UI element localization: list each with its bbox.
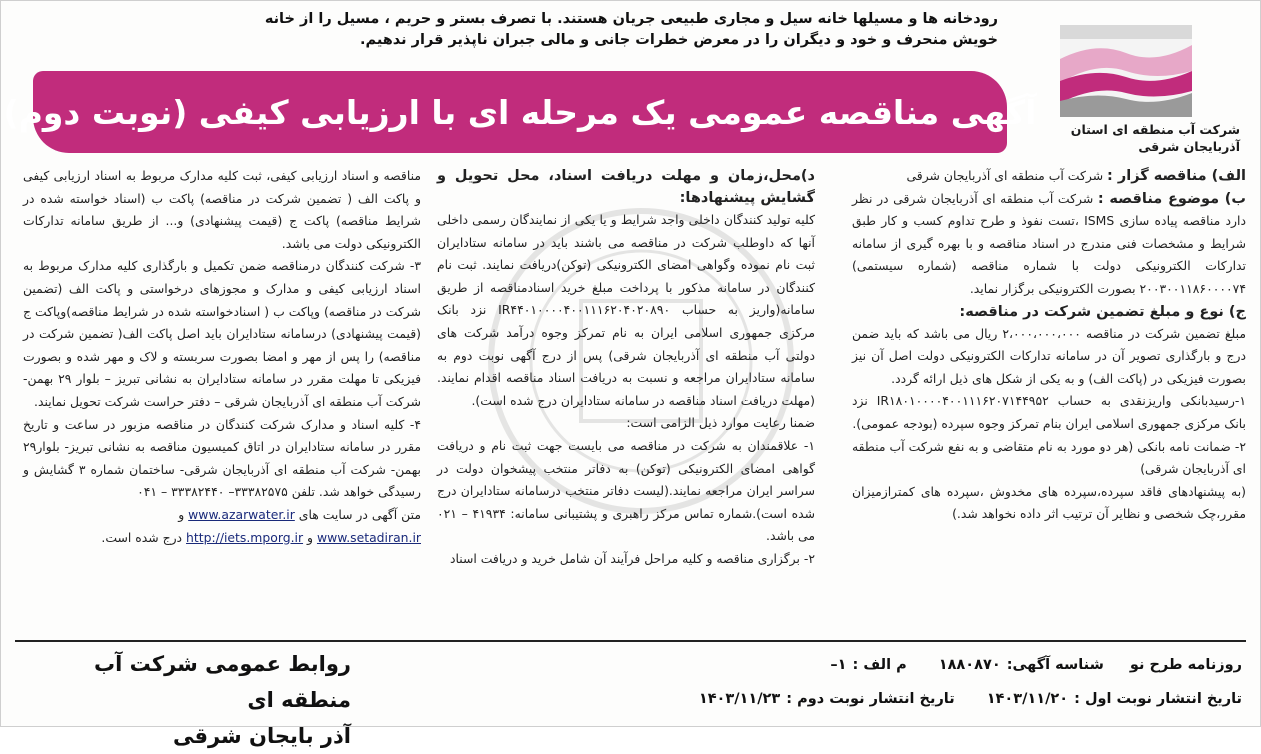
ad-code — [824, 648, 906, 682]
publication-row-2 — [482, 682, 1242, 716]
section-a — [852, 165, 1246, 188]
section-a-text: شرکت آب منطقه ای آذربایجان شرقی — [906, 168, 1104, 183]
section-c-item-1: ۱-رسیدبانکی واریزنقدی به حساب IR۱۸۰۱۰۰۰۰۴۰۰۱۱۱۶۲۰۷۱۴۴۹۵۲ نزد بانک مرکزی جمهوری اسلامی ایران بنام تمرکز وجوه سپرده (بودجه عمومی). — [852, 393, 1246, 431]
publication-row-1 — [482, 648, 1242, 682]
ad-code-value: ۱– — [830, 657, 847, 673]
water-company-logo-icon — [1056, 19, 1196, 121]
title-banner — [3, 71, 1037, 153]
requirements-note: ضمنا رعایت موارد ذیل الزامی است: — [626, 415, 815, 431]
section-a-label: الف) مناقصه گزار : — [1107, 168, 1246, 184]
requirement-1: ۱- علاقمندان به شرکت در مناقصه می بایست جهت ثبت نام و دریافت گواهی امضای الکترونیکی (توکن) به دفاتر منتخب پیشخوان دولت در سراسر ایران مراجعه نمایند.(لیست دفاتر منتخب درسامانه ستادایران درج شده است).شماره تماس مرکز راهبری و پشتیبانی سامانه: ۴۱۹۳۴ – ۰۲۱ می باشد. — [437, 437, 815, 544]
public-relations-signature — [21, 646, 351, 754]
websites-intro: متن آگهی در سایت های — [298, 506, 421, 522]
first-publication — [981, 682, 1242, 716]
section-d-label: د)محل،زمان و مهلت دریافت اسناد، محل تحویل و گشایش پیشنهادها: — [437, 168, 815, 206]
newspaper-name: روزنامه طرح نو — [1129, 657, 1242, 673]
org-line-2: آذر بایجان شرقی — [173, 724, 351, 748]
section-c-label: ج) نوع و مبلغ تضمین شرکت در مناقصه: — [959, 303, 1246, 320]
ad-title: آگهی مناقصه عمومی یک مرحله ای با ارزیابی کیفی (نوبت دوم) — [3, 92, 1037, 132]
column-left — [23, 165, 421, 615]
left-paragraph-1: مناقصه و اسناد ارزیابی کیفی، ثبت کلیه مدارک مربوط به اسناد ارزیابی کیفی و پاکت الف ( تضمین شرکت در مناقصه) پاکت ب (اسناد خواسته شده در شرایط مناقصه) پاکت ج (قیمت پیشنهادی) و... از طریق سامانه تدارکات الکترونیکی دولت می باشد. — [23, 168, 421, 251]
logo-line-2: آذربایجان شرقی — [1138, 139, 1240, 154]
second-publication — [693, 682, 955, 716]
and-word-2: و — [307, 529, 313, 545]
column-middle — [437, 165, 815, 615]
first-pub-label: تاریخ انتشار نوبت اول : — [1074, 691, 1242, 707]
left-paragraph-3: ۴- کلیه اسناد و مدارک شرکت کنندگان در مناقصه مزبور در ساعت و تاریخ مقرر در سامانه ستادایران در اتاق کمیسیون مناقصه به نشانی تبریز- بلوار۲۹ بهمن- شرکت آب منطقه ای آذربایجان شرقی- ساختمان شماره ۳ گشایش و رسیدگی خواهد شد. تلفن ۳۳۳۸۲۵۷۵– ۳۳۳۸۲۴۴۰ – ۰۴۱ — [23, 416, 421, 500]
org-line-1: روابط عمومی شرکت آب منطقه ای — [94, 652, 351, 712]
ad-code-label: م الف : — [852, 657, 907, 673]
section-c-item-3: (به پیشنهادهای فاقد سپرده،سپرده های مخدوش ،سپرده های کمترازمیزان مقرر،چک شخصی و نظایر آن ترتیب اثر داده نخواهد شد.) — [852, 483, 1246, 522]
ad-id-value: ۱۸۸۰۸۷۰ — [938, 657, 1001, 673]
and-word-1: و — [178, 506, 185, 522]
column-right — [852, 165, 1246, 625]
section-b-text: شرکت آب منطقه ای آذربایجان شرقی در نظر دارد مناقصه پیاده سازی ISMS ،تست نفوذ و طرح تداوم کسب و کار طبق شرایط و مشخصات فنی مندرج در اسناد مناقصه و با بهره گیری از سامانه تدارکات الکترونیکی دولت با شماره مناقصه (شماره سیستمی) ۲۰۰۳۰۰۱۱۸۶۰۰۰۰۷۴ بصورت الکترونیکی برگزار نماید. — [852, 190, 1246, 296]
section-c-text: مبلغ تضمین شرکت در مناقصه ۲،۰۰۰،۰۰۰،۰۰۰ ریال می باشد که باید ضمن درج و بارگذاری تصویر آن در سامانه تدارکات الکترونیکی دولت اصل آن نیز بصورت فیزیکی در (پاکت الف) و به یکی از شکل های ذیل ارائه گردد. — [852, 325, 1246, 386]
top-warning-notice: رودخانه ها و مسیلها خانه سیل و مجاری طبیعی جریان هستند. با تصرف بستر و حریم ، مسیل را از خانه خویش منحرف و خود و دیگران را در معرض خطرات جانی و مالی جبران ناپذیر قرار ندهیم. — [264, 11, 998, 48]
section-b — [852, 188, 1246, 301]
websites-line-2 — [23, 527, 421, 550]
second-pub-label: تاریخ انتشار نوبت دوم : — [786, 691, 955, 707]
footer — [11, 644, 1250, 748]
requirement-2: ۲- برگزاری مناقصه و کلیه مراحل فرآیند آن شامل خرید و دریافت اسناد — [449, 550, 815, 566]
iets-link[interactable]: http://iets.mporg.ir — [186, 529, 304, 545]
ad-id — [933, 648, 1104, 682]
left-paragraph-2: ۳- شرکت کنندگان درمناقصه ضمن تکمیل و بارگذاری کلیه مدارک مربوط به اسناد ارزیابی کیفی و مدارک و مجوزهای درخواستی و پاکت الف (تضمین شرکت در مناقصه) وپاکت ب ( اسنادخواسته شده در شرایط مناقصه)وپاکت ج (قیمت پیشنهادی) درسامانه ستادایران باید اصل پاکت الف( تضمین شرکت در مناقصه) را پس از مهر و امضا بصورت سربسته و لاک و مهر شده و بصورت فیزیکی تا مهلت مقرر در سامانه ستادایران به نشانی تبریز – بلوار ۲۹ بهمن- شرکت آب منطقه ای آذربایجان شرقی – دفتر حراست شرکت تحویل نمایند. — [23, 258, 422, 409]
section-c-item-2: ۲- ضمانت نامه بانکی (هر دو مورد به نام متقاضی و به نفع شرکت آب منطقه ای آذربایجان شرقی) — [852, 438, 1246, 477]
logo-caption — [1008, 121, 1252, 155]
publication-info — [482, 648, 1242, 716]
footer-divider — [15, 640, 1246, 642]
company-logo-block — [1008, 7, 1252, 157]
section-b-label: ب) موضوع مناقصه : — [1097, 190, 1246, 207]
section-d-text: کلیه تولید کنندگان داخلی واجد شرایط و یا یکی از نمایندگان رسمی داخلی آنها که داوطلب شرکت در مناقصه می باشند باید در سامانه ستادایران ثبت نام نموده وگواهی امضای الکترونیکی (توکن)دریافت نمایند. ثبت نام کنندگان در سامانه مذکور با پرداخت مبلغ خرید اسنادمناقصه از طریق سامانه(واریز به حساب IR۴۴۰۱۰۰۰۰۴۰۰۱۱۱۶۲۰۴۰۲۰۸۹۰ نزد بانک مرکزی جمهوری اسلامی ایران به نام تمرکز وجوه درآمد شرکت های دولتی آب منطقه ای آذربایجان شرقی) پس از درج آگهی نوبت دوم به سامانه ستادایران مراجعه و نسبت به دریافت اسناد مناقصه اقدام نمایند.(مهلت دریافت اسناد مناقصه در سامانه ستادایران درج شده است). — [437, 212, 815, 408]
setadiran-link[interactable]: www.setadiran.ir — [316, 529, 421, 545]
azarwater-link[interactable]: www.azarwater.ir — [188, 506, 295, 522]
second-pub-date: ۱۴۰۳/۱۱/۲۳ — [698, 691, 781, 707]
first-pub-date: ۱۴۰۳/۱۱/۲۰ — [986, 691, 1069, 707]
ad-id-label: شناسه آگهی: — [1006, 657, 1104, 673]
logo-line-1: شرکت آب منطقه ای استان — [1070, 122, 1240, 137]
websites-line — [23, 504, 421, 527]
published-note: درج شده است. — [101, 529, 183, 545]
